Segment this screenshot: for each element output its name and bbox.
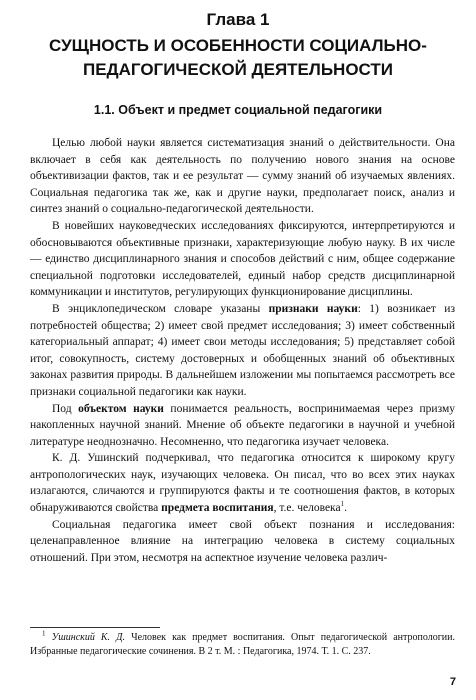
footnote-divider — [30, 627, 160, 628]
paragraph-2: В новейших науковедческих исследованиях фиксируются, интерпретируются и обосновываются объективные признаки, характеризующие любую науку. В их числе — единство дисциплинарного знания и способов действий с ним, общее содержание специальной подготовки исследователей, единый набор средств дисциплинарной коммуникации и институтов, регулирующих функционирование дисциплины. — [30, 219, 455, 299]
footnote-text — [30, 631, 455, 659]
paragraph-3 — [30, 301, 455, 401]
paragraph-3-rest: : 1) возникает из потребностей общества; 2) имеет свой предмет исследования; 3) имеет собственный категориальный аппарат; 4) имеет свои методы исследования; 5) представляет собой итог, совокупность, систему достоверных и обобщенных знаний об объективных законах развития природы. В дальнейшем изложении мы попытаемся рассмотреть все признаки социальной педагогики как науки. — [30, 302, 455, 398]
paragraph-4-rest: понимается реальность, воспринимаемая через призму накопленных научной знаний. Мнение об объекте педагогики в научной и учебной литературе неоднозначно. Несомненно, что педагогика изучает человека. — [30, 402, 455, 448]
page-number: 7 — [449, 676, 456, 688]
paragraph-3-lead: В энциклопедическом словаре указаны — [52, 302, 269, 315]
chapter-title-line-2: ПЕДАГОГИЧЕСКОЙ ДЕЯТЕЛЬНОСТИ — [82, 60, 394, 79]
paragraph-4 — [30, 401, 455, 451]
footnote-marker: 1 — [42, 629, 46, 638]
term-obekt-nauki: объектом науки — [78, 402, 164, 415]
paragraph-5 — [30, 450, 455, 516]
footnote-ref[interactable]: 1 — [340, 500, 345, 509]
paragraph-6: Социальная педагогика имеет свой объект познания и исследования: целенаправленное влияние на интеграцию человека в систему социальных отношений. При этом, несмотря на аспектное изучение человека различ- — [30, 518, 455, 564]
footnote-citation: Человек как предмет воспитания. Опыт педагогической антропологии. Избранные педагогические сочинения. В 2 т. М. : Педагогика, 1974. Т. 1. С. 237. — [30, 632, 456, 657]
chapter-title-line-1: СУЩНОСТЬ И ОСОБЕННОСТИ СОЦИАЛЬНО- — [49, 36, 427, 55]
section-title: 1.1. Объект и предмет социальной педагогики — [93, 103, 383, 117]
paragraph-4-lead: Под — [52, 402, 79, 415]
footnote — [30, 631, 455, 659]
body-text — [30, 135, 455, 566]
paragraph-5-tail: . — [344, 502, 347, 515]
chapter-number: Глава 1 — [206, 10, 270, 29]
term-priznaki-nauki: признаки науки — [268, 302, 358, 315]
term-predmet-vospitaniya: предмета воспитания — [161, 502, 274, 515]
paragraph-5-rest: , т.е. человека — [273, 502, 341, 515]
paragraph-5-lead: К. Д. Ушинский подчеркивал, что педагогика относится к широкому кругу антропологических наук, изучающих человека. Он писал, что во всех этих науках излагаются, сличаются и группируются факты и те соотношения фактов, в которых обнаруживаются свойства — [30, 452, 455, 515]
paragraph-1: Целью любой науки является систематизация знаний о действительности. Она включает в себя как деятельность по получению нового знания на основе объективизации фактов, так и ее результат — сумму знаний об изучаемых явлениях. Социальная педагогика так же, как и другие науки, предполагает поиск, анализ и синтез знаний о социально-педагогической деятельности. — [30, 137, 455, 216]
footnote-author: Ушинский К. Д. — [51, 632, 126, 643]
